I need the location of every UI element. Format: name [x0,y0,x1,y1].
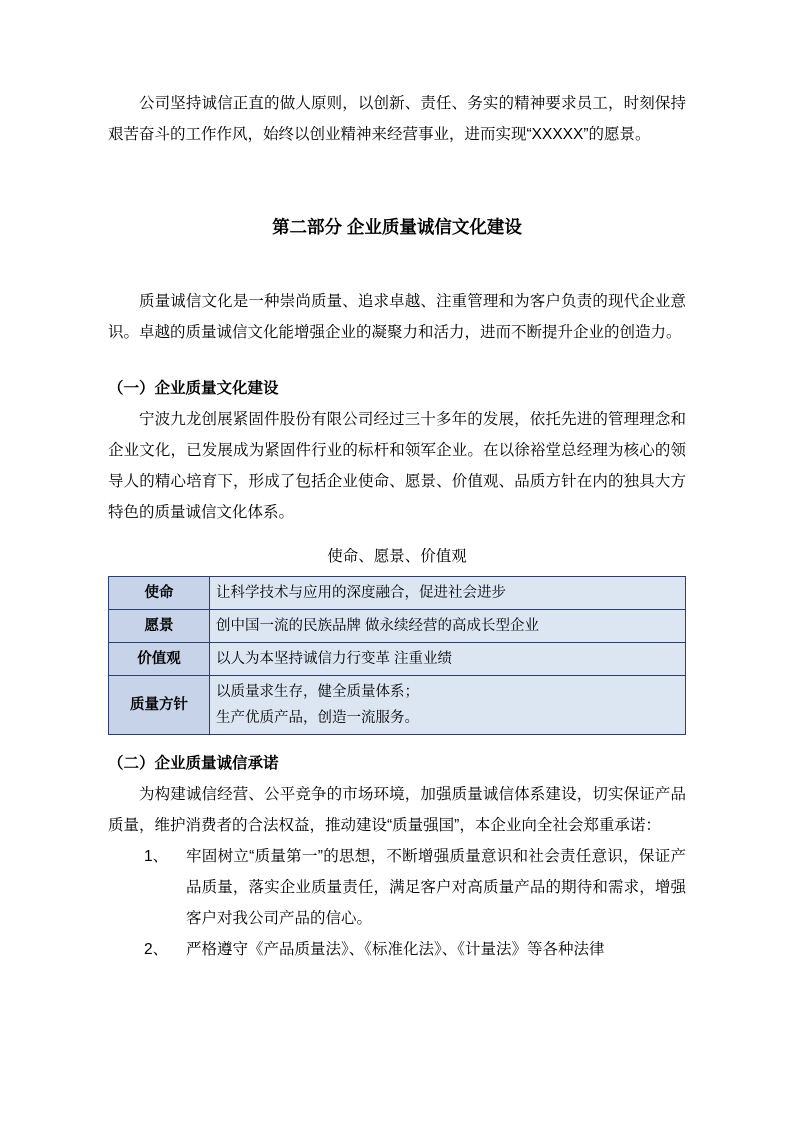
part-title: 第二部分 企业质量诚信文化建设 [272,217,522,237]
spacer [108,348,686,374]
table-cell-value [210,676,686,735]
table-row [109,577,686,610]
list-item [108,934,686,965]
commitment-list [108,841,686,965]
spacer [108,735,686,749]
table-row [109,610,686,643]
culture-paragraph: 质量诚信文化是一种崇尚质量、追求卓越、注重管理和为客户负责的现代企业意识。卓越的质量诚信文化能增强企业的凝聚力和活力，进而不断提升企业的创造力。 [108,293,686,341]
table-cell-key: 质量方针 [109,676,210,735]
section-one-heading: （一）企业质量文化建设 [108,380,279,397]
table-row [109,643,686,676]
table-row [109,676,686,735]
spacer [108,150,686,212]
table-caption: 使命、愿景、价值观 [327,548,467,565]
table-cell-line-2: 生产优质产品，创造一流服务。 [216,710,419,726]
list-item [108,841,686,934]
spacer [108,528,686,542]
table-cell-value: 创中国一流的民族品牌 做永续经营的高成长型企业 [210,610,686,643]
section-one-paragraph: 宁波九龙创展紧固件股份有限公司经过三十多年的发展，依托先进的管理理念和企业文化，已发展成为紧固件行业的标杆和领军企业。在以徐裕堂总经理为核心的领导人的精心培育下，形成了包括企业使命、愿景、价值观、品质方针在内的独具大方特色的质量诚信文化体系。 [108,411,686,521]
table-cell-key: 愿景 [109,610,210,643]
table-cell-value: 以人为本坚持诚信力行变革 注重业绩 [210,643,686,676]
table-cell-key: 价值观 [109,643,210,676]
spacer [108,242,686,286]
table-cell-key: 使命 [109,577,210,610]
table-cell-line-1: 以质量求生存，健全质量体系； [216,684,419,700]
list-item-text: 牢固树立“质量第一”的思想，不断增强质量意识和社会责任意识，保证产品质量，落实企业质量责任，满足客户对高质量产品的期待和需求，增强客户对我公司产品的信心。 [186,848,686,927]
table-cell-value: 让科学技术与应用的深度融合，促进社会进步 [210,577,686,610]
list-item-number: 2、 [144,941,169,958]
section-two-paragraph: 为构建诚信经营、公平竞争的市场环境，加强质量诚信体系建设，切实保证产品质量，维护消费者的合法权益，推动建设“质量强国”，本企业向全社会郑重承诺： [108,786,686,834]
section-two-heading: （二）企业质量诚信承诺 [108,755,279,772]
values-table [108,576,686,735]
list-item-text: 严格遵守《产品质量法》、《标准化法》、《计量法》等各种法律 [186,941,605,958]
list-item-number: 1、 [144,848,169,865]
intro-paragraph: 公司坚持诚信正直的做人原则，以创新、责任、务实的精神要求员工，时刻保持艰苦奋斗的工作作风，始终以创业精神来经营事业，进而实现“XXXXX”的愿景。 [108,95,686,143]
